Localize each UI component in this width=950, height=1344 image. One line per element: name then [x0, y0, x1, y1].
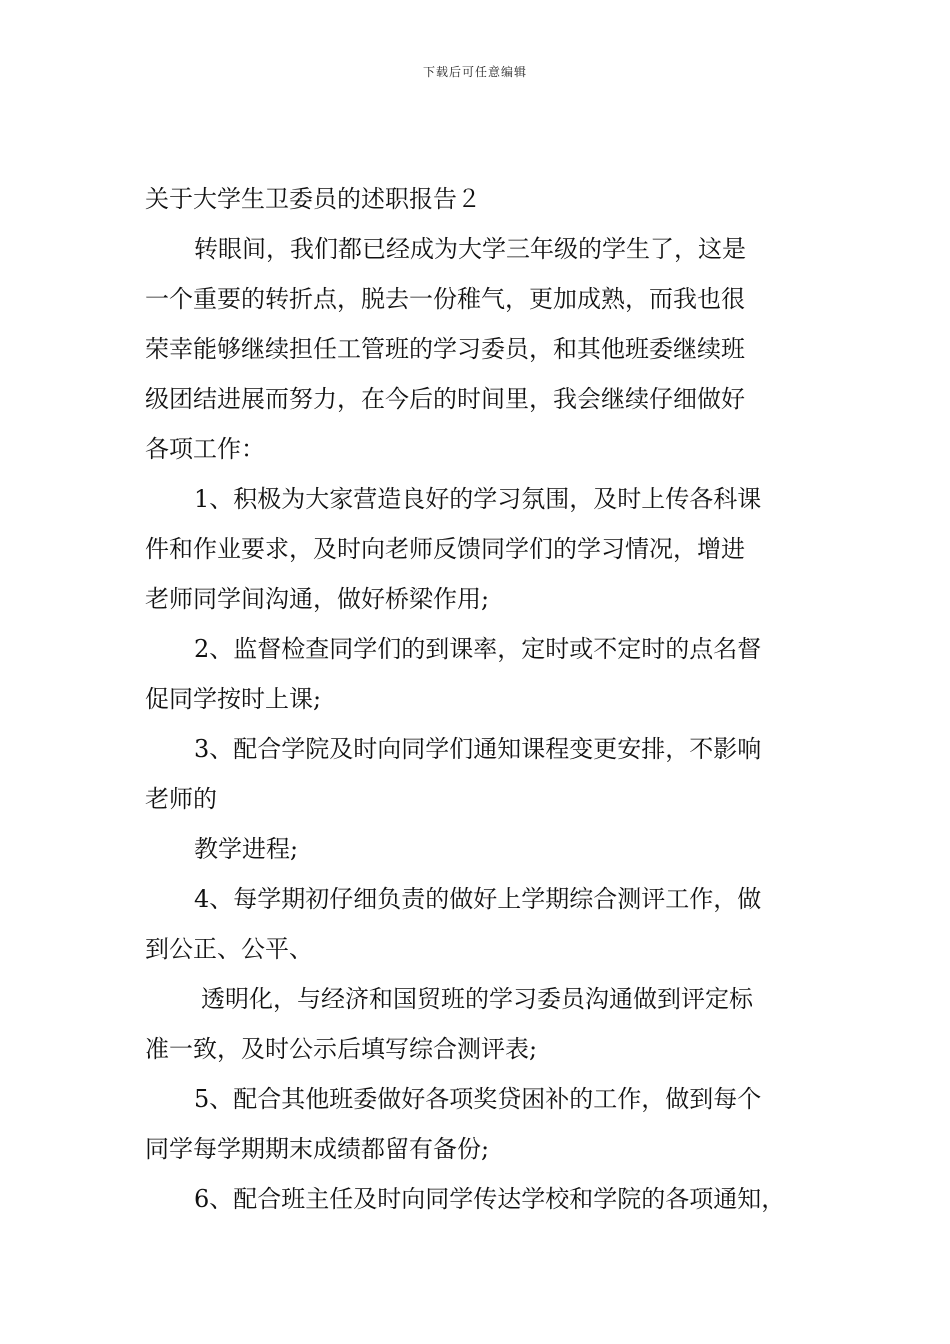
- document-body: [145, 174, 815, 1224]
- paragraph-line: 各项工作：: [145, 435, 265, 463]
- list-item-line: 透明化，与经济和国贸班的学习委员沟通做到评定标: [201, 985, 753, 1013]
- paragraph-line: 转眼间，我们都已经成为大学三年级的学生了，这是: [194, 235, 746, 263]
- list-item-line: 4、每学期初仔细负责的做好上学期综合测评工作，做: [194, 885, 762, 913]
- paragraph-line: 级团结进展而努力，在今后的时间里，我会继续仔细做好: [145, 385, 745, 413]
- list-item-line: 5、配合其他班委做好各项奖贷困补的工作，做到每个: [194, 1085, 762, 1113]
- list-item-line: 同学每学期期末成绩都留有备份;: [145, 1135, 490, 1163]
- list-item-line: 到公正、公平、: [145, 935, 313, 963]
- list-item-line: 教学进程;: [194, 835, 299, 863]
- document-title: 关于大学生卫委员的述职报告２: [145, 185, 481, 213]
- list-item-line: 1、积极为大家营造良好的学习氛围，及时上传各科课: [194, 485, 762, 513]
- list-item-line: 老师的: [145, 785, 217, 813]
- list-item-line: 准一致，及时公示后填写综合测评表;: [145, 1035, 538, 1063]
- list-item-line: 6、配合班主任及时向同学传达学校和学院的各项通知，: [194, 1185, 786, 1213]
- list-item-line: 2、监督检查同学们的到课率，定时或不定时的点名督: [194, 635, 762, 663]
- list-item-line: 老师同学间沟通，做好桥梁作用;: [145, 585, 490, 613]
- paragraph-line: 一个重要的转折点，脱去一份稚气，更加成熟，而我也很: [145, 285, 745, 313]
- list-item-line: 促同学按时上课;: [145, 685, 322, 713]
- paragraph-line: 荣幸能够继续担任工管班的学习委员，和其他班委继续班: [145, 335, 745, 363]
- list-item-line: 3、配合学院及时向同学们通知课程变更安排，不影响: [194, 735, 762, 763]
- header-note: 下载后可任意编辑: [422, 65, 527, 79]
- list-item-line: 件和作业要求，及时向老师反馈同学们的学习情况，增进: [145, 535, 745, 563]
